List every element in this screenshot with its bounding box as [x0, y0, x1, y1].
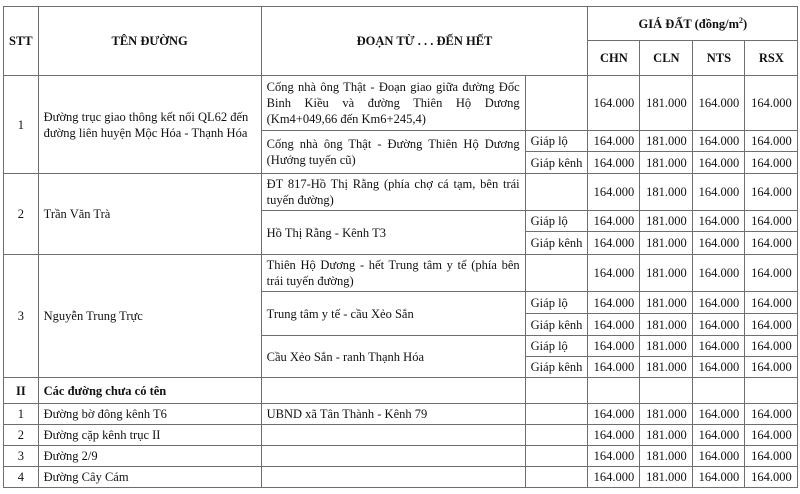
land-price-table	[3, 6, 798, 488]
road-name: Đường 2/9	[38, 446, 261, 467]
price-chn: 164.000	[588, 174, 640, 211]
segment-sub: Giáp lộ	[525, 292, 588, 314]
road-stt: 3	[4, 255, 39, 378]
header-road-name: TÊN ĐƯỜNG	[38, 7, 261, 76]
empty-cell	[640, 378, 693, 404]
price-cln: 181.000	[640, 314, 693, 336]
price-chn: 164.000	[588, 446, 640, 467]
section-row	[4, 378, 798, 404]
price-rsx: 164.000	[745, 131, 798, 152]
price-cln: 181.000	[640, 255, 693, 292]
empty-cell	[525, 425, 588, 446]
segment-sub	[525, 255, 588, 292]
segment-text: ĐT 817-Hồ Thị Rằng (phía chợ cá tạm, bên trái tuyến đường)	[261, 174, 525, 211]
empty-cell	[525, 404, 588, 425]
segment-text: Hồ Thị Rằng - Kênh T3	[261, 211, 525, 255]
segment-text	[261, 425, 525, 446]
price-chn: 164.000	[588, 255, 640, 292]
price-cln: 181.000	[640, 467, 693, 488]
price-cln: 181.000	[640, 76, 693, 131]
price-rsx: 164.000	[745, 174, 798, 211]
header-stt: STT	[4, 7, 39, 76]
price-nts: 164.000	[693, 314, 745, 336]
price-chn: 164.000	[588, 467, 640, 488]
price-rsx: 164.000	[745, 211, 798, 232]
price-chn: 164.000	[588, 131, 640, 152]
header-col-cln: CLN	[640, 41, 693, 76]
price-cln: 181.000	[640, 357, 693, 378]
road-stt: 1	[4, 76, 39, 174]
price-cln: 181.000	[640, 292, 693, 314]
price-chn: 164.000	[588, 425, 640, 446]
price-rsx: 164.000	[745, 292, 798, 314]
table-row	[4, 404, 798, 425]
segment-sub: Giáp lộ	[525, 131, 588, 152]
price-chn: 164.000	[588, 232, 640, 255]
segment-text: Cống nhà ông Thật - Đường Thiên Hộ Dương (Hướng tuyến cũ)	[261, 131, 525, 174]
price-cln: 181.000	[640, 211, 693, 232]
price-nts: 164.000	[693, 211, 745, 232]
price-nts: 164.000	[693, 232, 745, 255]
price-rsx: 164.000	[745, 76, 798, 131]
price-nts: 164.000	[693, 255, 745, 292]
price-nts: 164.000	[693, 152, 745, 174]
price-rsx: 164.000	[745, 357, 798, 378]
price-rsx: 164.000	[745, 467, 798, 488]
price-cln: 181.000	[640, 446, 693, 467]
road-stt: 3	[4, 446, 39, 467]
segment-sub: Giáp lộ	[525, 336, 588, 357]
price-cln: 181.000	[640, 425, 693, 446]
segment-text	[261, 446, 525, 467]
section-stt: II	[4, 378, 39, 404]
road-stt: 2	[4, 425, 39, 446]
price-rsx: 164.000	[745, 152, 798, 174]
segment-text: Cầu Xẻo Sắn - ranh Thạnh Hóa	[261, 336, 525, 378]
price-nts: 164.000	[693, 446, 745, 467]
price-nts: 164.000	[693, 404, 745, 425]
price-chn: 164.000	[588, 292, 640, 314]
price-rsx: 164.000	[745, 425, 798, 446]
segment-sub: Giáp kênh	[525, 357, 588, 378]
price-cln: 181.000	[640, 404, 693, 425]
header-col-chn: CHN	[588, 41, 640, 76]
table-row	[4, 255, 798, 292]
price-nts: 164.000	[693, 357, 745, 378]
price-chn: 164.000	[588, 152, 640, 174]
segment-text: UBND xã Tân Thành - Kênh 79	[261, 404, 525, 425]
table-row	[4, 425, 798, 446]
price-rsx: 164.000	[745, 232, 798, 255]
header-col-rsx: RSX	[745, 41, 798, 76]
table-row	[4, 467, 798, 488]
road-name: Nguyễn Trung Trực	[38, 255, 261, 378]
empty-cell	[745, 378, 798, 404]
empty-cell	[261, 378, 525, 404]
price-rsx: 164.000	[745, 314, 798, 336]
segment-sub: Giáp kênh	[525, 232, 588, 255]
empty-cell	[525, 446, 588, 467]
table-row	[4, 76, 798, 131]
price-rsx: 164.000	[745, 255, 798, 292]
price-rsx: 164.000	[745, 404, 798, 425]
price-chn: 164.000	[588, 211, 640, 232]
price-chn: 164.000	[588, 336, 640, 357]
empty-cell	[525, 467, 588, 488]
road-name: Đường trục giao thông kết nối QL62 đến đường liên huyện Mộc Hóa - Thạnh Hóa	[38, 76, 261, 174]
table-row	[4, 446, 798, 467]
segment-sub: Giáp lộ	[525, 211, 588, 232]
empty-cell	[588, 378, 640, 404]
price-cln: 181.000	[640, 152, 693, 174]
header-land-price-label: GIÁ ĐẤT (đồng/m	[638, 16, 740, 31]
road-stt: 2	[4, 174, 39, 255]
price-cln: 181.000	[640, 232, 693, 255]
header-land-price-close: )	[743, 16, 748, 31]
header-col-nts: NTS	[693, 41, 745, 76]
segment-sub	[525, 76, 588, 131]
price-chn: 164.000	[588, 404, 640, 425]
price-chn: 164.000	[588, 314, 640, 336]
segment-text	[261, 467, 525, 488]
price-chn: 164.000	[588, 357, 640, 378]
segment-sub	[525, 174, 588, 211]
price-nts: 164.000	[693, 425, 745, 446]
road-stt: 1	[4, 404, 39, 425]
header-row-1	[4, 7, 798, 41]
price-cln: 181.000	[640, 174, 693, 211]
section-title: Các đường chưa có tên	[38, 378, 261, 404]
road-name: Trần Văn Trà	[38, 174, 261, 255]
price-cln: 181.000	[640, 131, 693, 152]
segment-text: Trung tâm y tế - cầu Xẻo Sắn	[261, 292, 525, 336]
header-land-price-sup: 2	[739, 15, 744, 25]
segment-text: Thiên Hộ Dương - hết Trung tâm y tế (phía bên trái tuyến đường)	[261, 255, 525, 292]
price-nts: 164.000	[693, 467, 745, 488]
header-segment: ĐOẠN TỪ . . . ĐẾN HẾT	[261, 7, 588, 76]
header-land-price	[588, 7, 798, 41]
road-stt: 4	[4, 467, 39, 488]
price-rsx: 164.000	[745, 336, 798, 357]
road-name: Đường cặp kênh trục II	[38, 425, 261, 446]
price-cln: 181.000	[640, 336, 693, 357]
price-nts: 164.000	[693, 292, 745, 314]
empty-cell	[525, 378, 588, 404]
price-rsx: 164.000	[745, 446, 798, 467]
price-nts: 164.000	[693, 174, 745, 211]
table-row	[4, 174, 798, 211]
price-nts: 164.000	[693, 336, 745, 357]
segment-sub: Giáp kênh	[525, 314, 588, 336]
price-nts: 164.000	[693, 76, 745, 131]
segment-sub: Giáp kênh	[525, 152, 588, 174]
segment-text: Cống nhà ông Thật - Đoạn giao giữa đường Đốc Binh Kiều và đường Thiên Hộ Dương (Km4+049,66 đến Km6+245,4)	[261, 76, 525, 131]
price-nts: 164.000	[693, 131, 745, 152]
road-name: Đường Cây Cám	[38, 467, 261, 488]
empty-cell	[693, 378, 745, 404]
price-chn: 164.000	[588, 76, 640, 131]
road-name: Đường bờ đông kênh T6	[38, 404, 261, 425]
